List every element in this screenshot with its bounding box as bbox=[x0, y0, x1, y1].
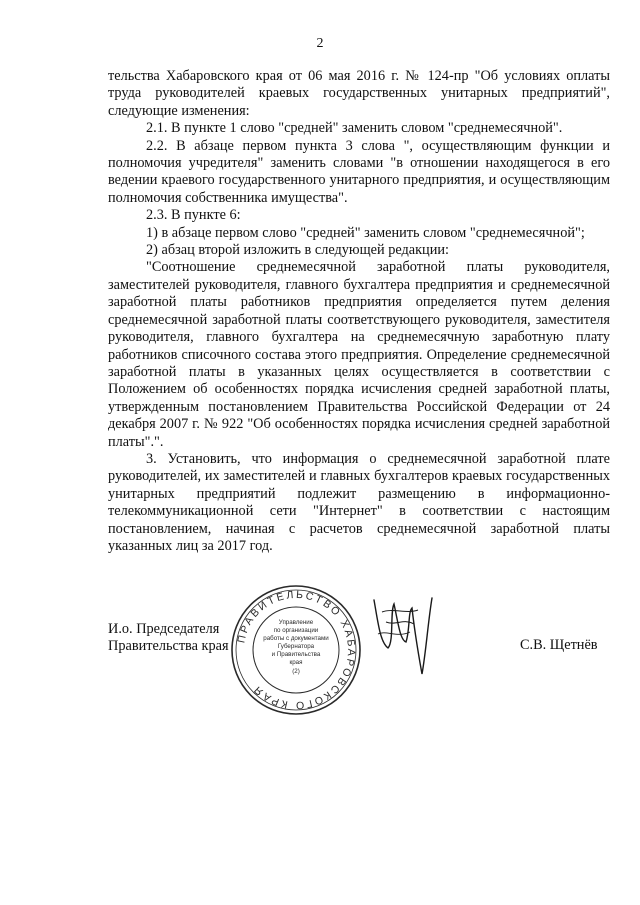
paragraph-2-3: 2.3. В пункте 6: bbox=[146, 207, 241, 224]
stamp-inner-line: Губернатора bbox=[277, 643, 315, 650]
document-body bbox=[108, 68, 610, 555]
paragraph-3: 3. Установить, что информация о среднемесячной заработной плате руководителей, их заместителей и главных бухгалтеров краевых государственных унитарных предприятий подлежит размещению в информационно-телекоммуникационной сети "Интернет" в соответствии с настоящим постановлением, начиная с расчетов среднемесячной заработной платы указанных лиц за 2017 год. bbox=[108, 450, 610, 554]
paragraph-2-1: 2.1. В пункте 1 слово "средней" заменить словом "среднемесячной". bbox=[146, 120, 563, 137]
paragraph-intro: тельства Хабаровского края от 06 мая 2016 г. № 124-пр "Об условиях оплаты труда руководителей краевых государственных унитарных предприятий", следующие изменения: bbox=[108, 68, 610, 119]
paragraph-2-2: 2.2. В абзаце первом пункта 3 слова ", осуществляющим функции и полномочия учредителя" заменить словами "в отношении находящегося в его ведении краевого государственного унитарного предприятия, и осуществляющим полномочия собственника имущества". bbox=[108, 137, 610, 206]
signatory-name: С.В. Щетнёв bbox=[520, 637, 598, 653]
stamp-inner-line: Управление bbox=[278, 619, 314, 626]
stamp-inner-line: и Правительства bbox=[271, 651, 321, 658]
stamp-ring-text: ПРАВИТЕЛЬСТВО ХАБАРОВСКОГО КРАЯ bbox=[235, 588, 358, 712]
official-stamp bbox=[228, 582, 364, 718]
signatory-position-line-2: Правительства края bbox=[108, 638, 229, 654]
stamp-inner-line: (2) bbox=[292, 668, 300, 675]
stamp-inner-line: по организации bbox=[273, 627, 319, 634]
page-number: 2 bbox=[316, 36, 324, 51]
signatory-position-line-1: И.о. Председателя bbox=[108, 621, 220, 637]
paragraph-quote: "Соотношение среднемесячной заработной платы руководителя, заместителей руководителя, главного бухгалтера предприятия и среднемесячной заработной платы работников предприятия определяется путем деления среднемесячной заработной платы соответствующего руководителя, заместителя руководителя, главного бухгалтера на среднемесячную заработную плату работников списочного состава этого предприятия. Определение среднемесячной заработной платы в указанных целях осуществляется в соответствии с Положением об особенностях порядка исчисления средней заработной платы, утвержденным постановлением Правительства Российской Федерации от 24 декабря 2007 г. № 922 "Об особенностях порядка исчисления средней заработной платы".". bbox=[108, 259, 610, 450]
handwritten-signature bbox=[368, 582, 440, 682]
signatory-position bbox=[108, 621, 229, 655]
paragraph-2-3-item-2: 2) абзац второй изложить в следующей редакции: bbox=[146, 242, 449, 259]
stamp-inner-line: края bbox=[289, 659, 303, 666]
paragraph-2-3-item-1: 1) в абзаце первом слово "средней" заменить словом "среднемесячной"; bbox=[146, 224, 585, 241]
stamp-inner-line: работы с документами bbox=[263, 635, 329, 642]
